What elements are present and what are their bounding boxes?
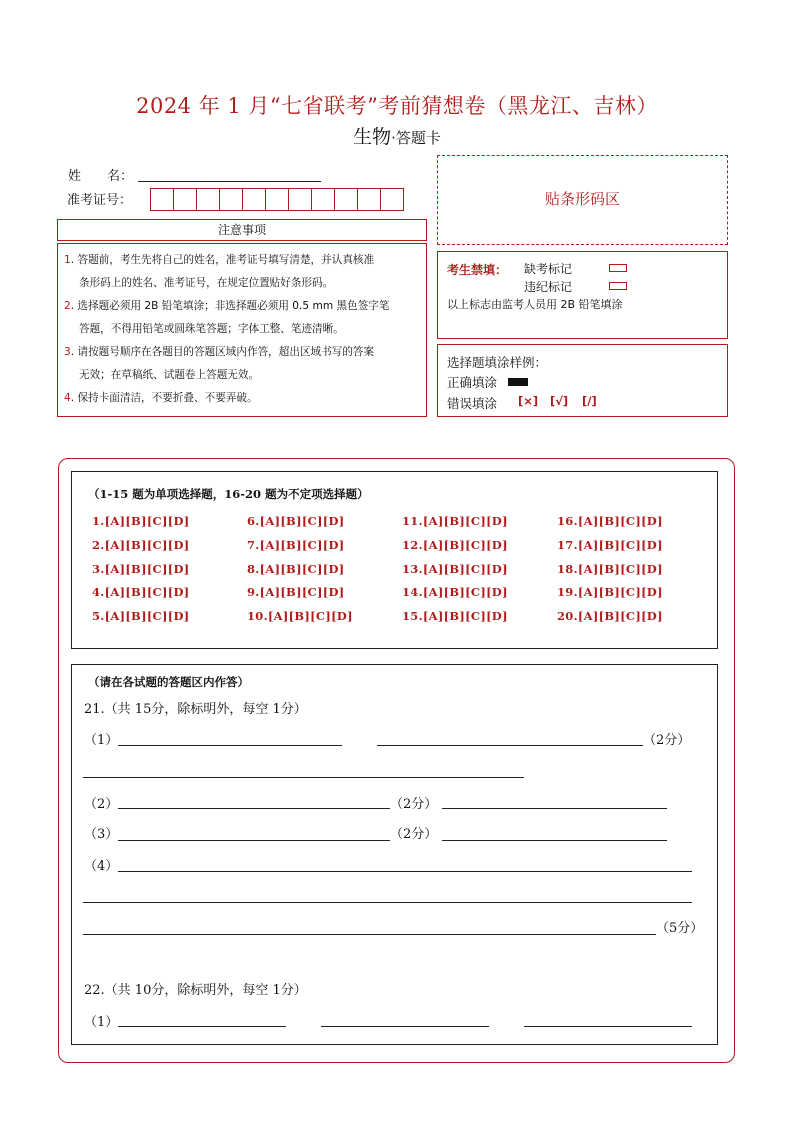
q22-title: 22.（共 10分，除标明外，每空 1分） <box>84 983 307 998</box>
choice-question[interactable] <box>247 538 345 552</box>
choice-question[interactable] <box>402 609 508 623</box>
answer-options[interactable]: [A][B][C][D] <box>104 609 190 623</box>
choice-question[interactable] <box>402 514 508 528</box>
answer-options[interactable]: [A][B][C][D] <box>259 562 345 576</box>
choice-question[interactable] <box>247 514 345 528</box>
notice-item-cont: 条形码上的姓名、准考证号，在规定位置贴好条形码。 <box>79 277 334 289</box>
notice-item: 3. 请按题号顺序在各题目的答题区域内作答，超出区域书写的答案 <box>64 346 375 358</box>
answer-options[interactable]: [A][B][C][D] <box>259 538 345 552</box>
sample-title: 选择题填涂样例： <box>447 355 548 370</box>
answer-options[interactable]: [A][B][C][D] <box>267 609 353 623</box>
wrong-example: [×] <box>518 394 539 408</box>
choice-question[interactable] <box>247 585 345 599</box>
answer-options[interactable]: [A][B][C][D] <box>577 585 663 599</box>
question-number: 12. <box>402 538 423 552</box>
question-number: 14. <box>402 585 423 599</box>
wrong-fill-label: 错误填涂 <box>447 396 498 411</box>
question-number: 13. <box>402 562 423 576</box>
id-digit-box[interactable] <box>357 188 381 211</box>
answer-line[interactable] <box>442 839 667 841</box>
choice-question[interactable] <box>92 609 190 623</box>
id-digit-box[interactable] <box>265 188 289 211</box>
q21-part-4-score: （5分） <box>656 921 704 936</box>
q21-part-3-label: （3） <box>84 827 119 842</box>
violation-mark-box[interactable] <box>609 282 627 290</box>
question-number: 7. <box>247 538 260 552</box>
q21-part-2-label: （2） <box>84 797 119 812</box>
answer-options[interactable]: [A][B][C][D] <box>422 562 508 576</box>
q22-part-1-label: （1） <box>84 1015 119 1030</box>
id-digit-box[interactable] <box>173 188 197 211</box>
subject-label: 生物 <box>353 126 392 148</box>
answer-line[interactable] <box>118 807 390 809</box>
id-digit-box[interactable] <box>380 188 404 211</box>
answer-options[interactable]: [A][B][C][D] <box>104 538 190 552</box>
answer-options[interactable]: [A][B][C][D] <box>259 585 345 599</box>
question-number: 17. <box>557 538 578 552</box>
notice-item-cont: 答题，不得用铅笔或圆珠笔答题；字体工整、笔迹清晰。 <box>79 323 344 335</box>
notice-item-cont: 无效；在草稿纸、试题卷上答题无效。 <box>79 369 260 381</box>
answer-options[interactable]: [A][B][C][D] <box>422 585 508 599</box>
wrong-example: [/] <box>582 394 597 408</box>
question-number: 8. <box>247 562 260 576</box>
answer-sheet-label: ·答题卡 <box>391 129 441 147</box>
answer-options[interactable]: [A][B][C][D] <box>422 609 508 623</box>
answer-options[interactable]: [A][B][C][D] <box>104 514 190 528</box>
question-number: 3. <box>92 562 105 576</box>
answer-options[interactable]: [A][B][C][D] <box>422 538 508 552</box>
question-number: 18. <box>557 562 578 576</box>
question-number: 6. <box>247 514 260 528</box>
page-title: 2024 年 1 月“七省联考”考前猜想卷（黑龙江、吉林） <box>136 94 658 118</box>
choice-question[interactable] <box>92 585 190 599</box>
choice-question[interactable] <box>402 562 508 576</box>
q21-part-3-score: （2分） <box>390 827 438 842</box>
answer-line[interactable] <box>118 839 390 841</box>
question-number: 20. <box>557 609 578 623</box>
q21-part-2-score: （2分） <box>390 797 438 812</box>
correct-fill-mark <box>508 378 528 386</box>
q21-part-4-label: （4） <box>84 859 119 874</box>
page-subtitle <box>0 122 794 149</box>
q21-title: 21.（共 15分，除标明外，每空 1分） <box>84 702 307 717</box>
answer-options[interactable]: [A][B][C][D] <box>422 514 508 528</box>
name-field[interactable] <box>138 180 321 182</box>
answer-line[interactable] <box>83 776 524 778</box>
notice-body <box>57 243 427 417</box>
proctor-note: 以上标志由监考人员用 2B 铅笔填涂 <box>447 298 623 311</box>
q21-part-1-label: （1） <box>84 733 119 748</box>
written-header: （请在各试题的答题区内作答） <box>88 675 249 689</box>
id-digit-box[interactable] <box>219 188 243 211</box>
question-number: 11. <box>402 514 423 528</box>
answer-options[interactable]: [A][B][C][D] <box>577 538 663 552</box>
answer-line[interactable] <box>442 807 667 809</box>
choice-question[interactable] <box>92 514 190 528</box>
question-number: 10. <box>247 609 268 623</box>
question-number: 15. <box>402 609 423 623</box>
answer-options[interactable]: [A][B][C][D] <box>577 514 663 528</box>
answer-line[interactable] <box>118 744 342 746</box>
answer-line[interactable] <box>83 901 692 903</box>
choice-question[interactable] <box>402 585 508 599</box>
question-number: 2. <box>92 538 105 552</box>
id-digit-box[interactable] <box>150 188 174 211</box>
choice-question[interactable] <box>557 562 663 576</box>
choice-question[interactable] <box>557 585 663 599</box>
q21-part-1-score: （2分） <box>643 733 691 748</box>
correct-fill-label: 正确填涂 <box>447 375 498 390</box>
answer-line[interactable] <box>83 933 656 935</box>
choice-question[interactable] <box>402 538 508 552</box>
wrong-example: [√] <box>550 394 569 408</box>
choice-question[interactable] <box>557 514 663 528</box>
notice-item: 4. 保持卡面清洁，不要折叠、不要弄破。 <box>64 392 258 404</box>
exam-id-boxes[interactable] <box>151 188 404 211</box>
choice-question[interactable] <box>92 538 190 552</box>
forbid-label: 考生禁填： <box>447 263 508 277</box>
barcode-area: 贴条形码区 <box>437 155 728 245</box>
answer-line[interactable] <box>524 1025 692 1027</box>
choice-question[interactable] <box>557 609 663 623</box>
notice-title: 注意事项 <box>57 219 427 241</box>
choice-section <box>71 471 718 649</box>
choice-question[interactable] <box>92 562 190 576</box>
question-number: 5. <box>92 609 105 623</box>
proctor-marks-box <box>437 251 728 339</box>
question-number: 19. <box>557 585 578 599</box>
answer-options[interactable]: [A][B][C][D] <box>104 585 190 599</box>
question-number: 9. <box>247 585 260 599</box>
answer-line[interactable] <box>321 1025 489 1027</box>
id-digit-box[interactable] <box>288 188 312 211</box>
written-section <box>71 664 718 1045</box>
absent-mark-box[interactable] <box>609 264 627 272</box>
answer-options[interactable]: [A][B][C][D] <box>577 609 663 623</box>
id-digit-box[interactable] <box>334 188 358 211</box>
absent-mark-label: 缺考标记 <box>524 262 573 276</box>
answer-options[interactable]: [A][B][C][D] <box>259 514 345 528</box>
id-digit-box[interactable] <box>196 188 220 211</box>
answer-line[interactable] <box>118 1025 286 1027</box>
fill-sample-box <box>437 344 728 417</box>
choice-question[interactable] <box>247 609 353 623</box>
choice-question[interactable] <box>557 538 663 552</box>
question-number: 1. <box>92 514 105 528</box>
answer-options[interactable]: [A][B][C][D] <box>104 562 190 576</box>
name-label: 姓 名： <box>68 169 134 184</box>
id-digit-box[interactable] <box>242 188 266 211</box>
id-digit-box[interactable] <box>311 188 335 211</box>
notice-item: 2. 选择题必须用 2B 铅笔填涂；非选择题必须用 0.5 mm 黑色签字笔 <box>64 300 390 312</box>
choice-question[interactable] <box>247 562 345 576</box>
violation-mark-label: 违纪标记 <box>524 280 573 294</box>
answer-line[interactable] <box>118 870 692 872</box>
question-number: 4. <box>92 585 105 599</box>
exam-id-label: 准考证号： <box>67 193 133 208</box>
choice-header: （1-15 题为单项选择题，16-20 题为不定项选择题） <box>88 487 369 501</box>
notice-item: 1. 答题前，考生先将自己的姓名，准考证号填写清楚，并认真核准 <box>64 254 375 266</box>
answer-options[interactable]: [A][B][C][D] <box>577 562 663 576</box>
question-number: 16. <box>557 514 578 528</box>
answer-line[interactable] <box>377 744 643 746</box>
